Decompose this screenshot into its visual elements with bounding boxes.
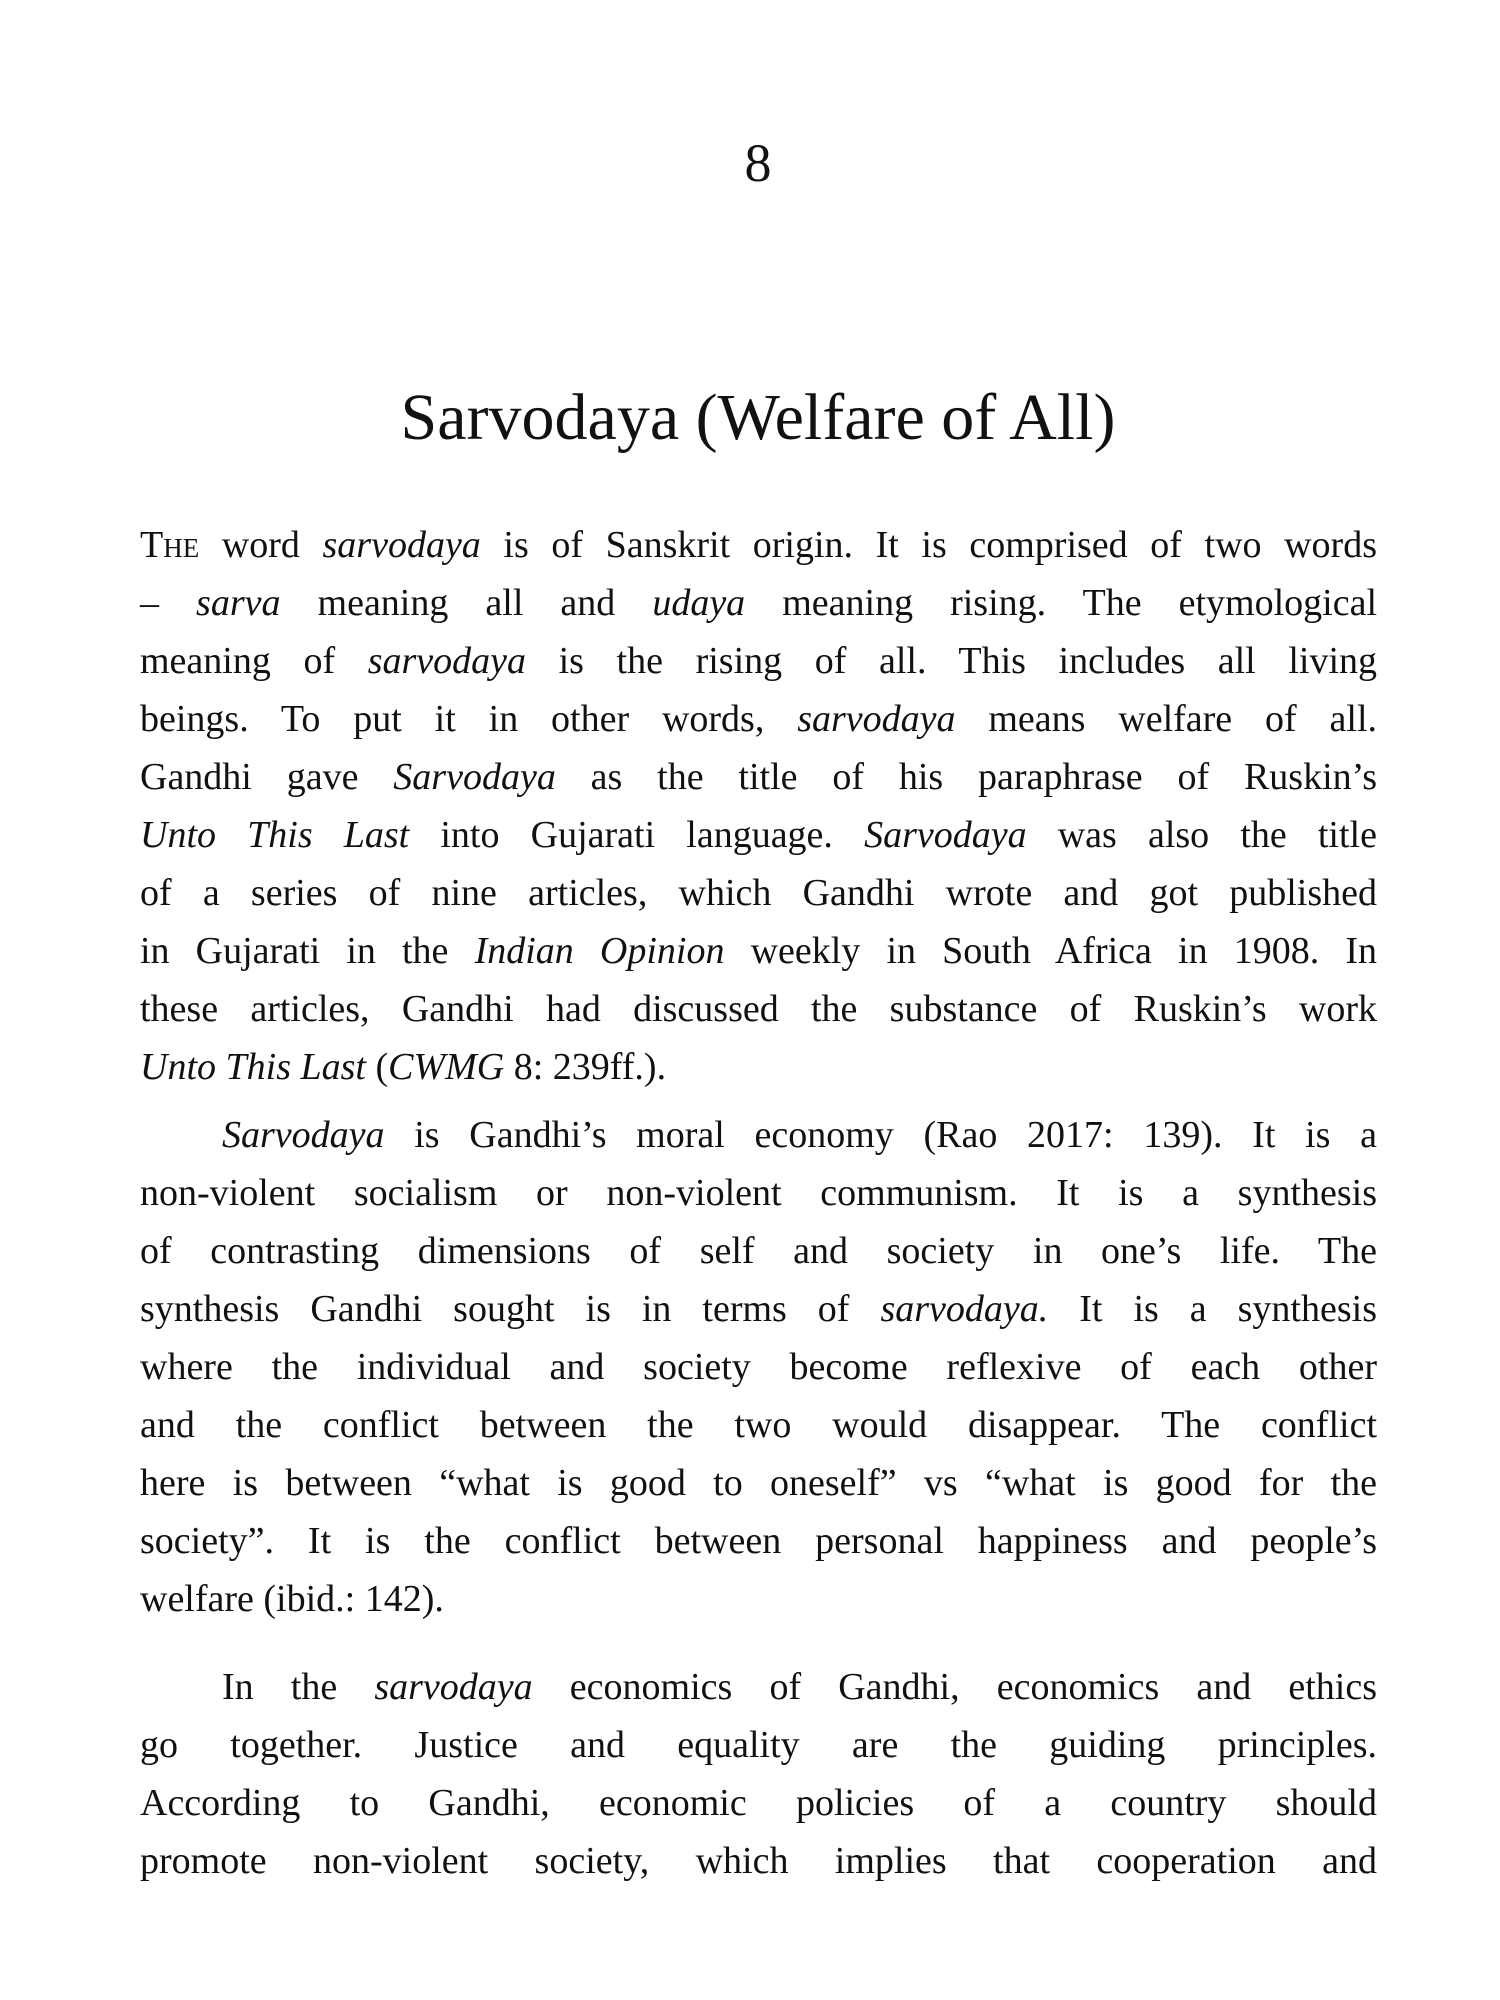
text-line: [140, 1038, 1377, 1096]
text-line-content: [222, 1658, 1377, 1716]
paragraph-3: [140, 1658, 1377, 1890]
italic-text: Sarvodaya: [393, 756, 556, 798]
text-run: meaning all and: [280, 582, 653, 624]
text-line: [140, 1774, 1377, 1832]
italic-text: Indian Opinion: [474, 930, 725, 972]
text-run: According to Gandhi, economic policies of a country should: [140, 1782, 1377, 1824]
text-run: is Gandhi’s moral economy (Rao 2017: 139). It is a: [384, 1114, 1377, 1156]
text-run: (: [365, 1046, 389, 1088]
text-line-content: [140, 1164, 1377, 1222]
text-run: non-violent socialism or non-violent communism. It is a synthesis: [140, 1172, 1377, 1214]
text-run: meaning rising. The etymological: [745, 582, 1377, 624]
text-line-content: [140, 1338, 1377, 1396]
text-run: welfare (ibid.: 142).: [140, 1578, 444, 1620]
text-line: [140, 1832, 1377, 1890]
text-line: [140, 1164, 1377, 1222]
text-line-content: [140, 516, 1377, 574]
text-line-content: [140, 690, 1377, 748]
text-line: [140, 1512, 1377, 1570]
text-line-content: [140, 748, 1377, 806]
text-line: [140, 748, 1377, 806]
text-line-content: [140, 1222, 1377, 1280]
italic-text: sarvodaya: [797, 698, 956, 740]
text-line: [140, 1222, 1377, 1280]
italic-text: sarvodaya: [367, 640, 527, 682]
small-caps-text: The: [140, 524, 200, 566]
text-line: [140, 516, 1377, 574]
paragraph-1: [140, 516, 1377, 1096]
text-line: [140, 1658, 1377, 1716]
text-run: economics of Gandhi, economics and ethics: [532, 1666, 1378, 1708]
text-line: [140, 806, 1377, 864]
text-run: go together. Justice and equality are the guiding principles.: [140, 1724, 1377, 1766]
text-line: [140, 1280, 1377, 1338]
text-line: [140, 1106, 1377, 1164]
text-line-content: [140, 632, 1377, 690]
text-line: [140, 922, 1377, 980]
italic-text: Sarvodaya: [864, 814, 1027, 856]
text-line: [140, 1454, 1377, 1512]
chapter-number: 8: [744, 133, 772, 193]
text-run: means welfare of all.: [955, 698, 1377, 740]
text-run: beings. To put it in other words,: [140, 698, 798, 740]
text-line-content: [140, 1454, 1377, 1512]
text-run: society”. It is the conflict between personal happiness and people’s: [140, 1520, 1377, 1562]
text-run: meaning of: [140, 640, 368, 682]
text-line: [140, 864, 1377, 922]
italic-text: sarvodaya.: [880, 1288, 1049, 1330]
italic-text: Unto This Last: [140, 1046, 366, 1088]
text-run: promote non-violent society, which implies that cooperation and: [140, 1840, 1377, 1882]
text-line-content: [140, 1774, 1377, 1832]
text-line: [140, 632, 1377, 690]
text-run: in Gujarati in the: [140, 930, 475, 972]
chapter-title: Sarvodaya (Welfare of All): [400, 381, 1116, 454]
text-line: [140, 1396, 1377, 1454]
italic-text: sarvodaya: [322, 524, 481, 566]
text-run: In the: [222, 1666, 375, 1708]
text-run: and the conflict between the two would disappear. The conflict: [140, 1404, 1377, 1446]
text-run: these articles, Gandhi had discussed the substance of Ruskin’s work: [140, 988, 1377, 1030]
text-run: was also the title: [1026, 814, 1377, 856]
text-run: Gandhi gave: [140, 756, 394, 798]
text-line-content: [140, 574, 1377, 632]
text-line-content: [222, 1106, 1377, 1164]
text-run: where the individual and society become reflexive of each other: [140, 1346, 1377, 1388]
text-run: is of Sanskrit origin. It is comprised of two words: [480, 524, 1377, 566]
italic-text: udaya: [652, 582, 746, 624]
text-run: here is between “what is good to oneself” vs “what is good for the: [140, 1462, 1377, 1504]
text-line-content: [140, 1512, 1377, 1570]
text-run: 8: 239ff.).: [504, 1046, 667, 1088]
text-line-content: [140, 980, 1377, 1038]
text-line-content: [140, 1396, 1377, 1454]
text-run: as the title of his paraphrase of Ruskin’s: [555, 756, 1377, 798]
text-run: synthesis Gandhi sought is in terms of: [140, 1288, 881, 1330]
text-run: It is a synthesis: [1048, 1288, 1377, 1330]
text-line-content: [140, 864, 1377, 922]
text-run: is the rising of all. This includes all living: [526, 640, 1377, 682]
italic-text: Unto This Last: [140, 814, 410, 856]
italic-text: sarva: [196, 582, 281, 624]
text-run: into Gujarati language.: [409, 814, 865, 856]
text-line: [140, 1570, 1377, 1628]
text-run: of a series of nine articles, which Gandhi wrote and got published: [140, 872, 1377, 914]
text-line-content: [140, 1280, 1377, 1338]
text-line: [140, 690, 1377, 748]
text-line: [140, 980, 1377, 1038]
text-run: weekly in South Africa in 1908. In: [724, 930, 1377, 972]
text-line: [140, 574, 1377, 632]
italic-text: Sarvodaya: [222, 1114, 385, 1156]
text-line-content: [140, 1716, 1377, 1774]
text-line-content: [140, 806, 1377, 864]
text-run: –: [140, 582, 197, 624]
text-run: word: [199, 524, 323, 566]
paragraph-2: [140, 1106, 1377, 1628]
text-line-content: [140, 922, 1377, 980]
italic-text: sarvodaya: [374, 1666, 533, 1708]
text-line-content: [140, 1570, 1377, 1628]
text-run: of contrasting dimensions of self and society in one’s life. The: [140, 1230, 1377, 1272]
text-line: [140, 1716, 1377, 1774]
text-line-content: [140, 1038, 1377, 1096]
text-line: [140, 1338, 1377, 1396]
text-line-content: [140, 1832, 1377, 1890]
italic-text: CWMG: [388, 1046, 505, 1088]
